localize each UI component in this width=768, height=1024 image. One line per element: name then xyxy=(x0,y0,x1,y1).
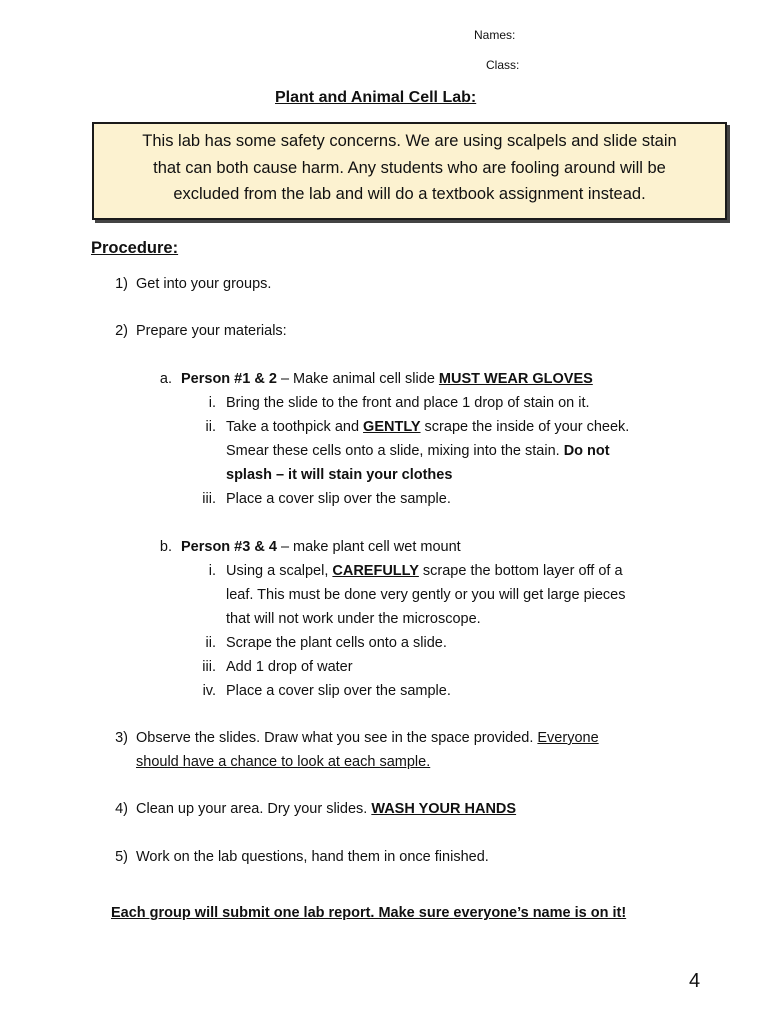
page-title: Plant and Animal Cell Lab: xyxy=(275,89,477,106)
step-2b-iv-text: Place a cover slip over the sample. xyxy=(226,683,451,699)
names-label: Names: xyxy=(474,28,516,42)
page-number: 4 xyxy=(689,970,701,992)
safety-line-3: excluded from the lab and will do a textbook assignment instead. xyxy=(173,185,646,203)
step-4-text: Clean up your area. Dry your slides. WASH YOUR HANDS xyxy=(136,801,517,817)
class-label: Class: xyxy=(486,58,520,72)
step-1-number: 1) xyxy=(115,276,128,292)
step-2a-text: Person #1 & 2 – Make animal cell slide MUST WEAR GLOVES xyxy=(181,371,593,387)
step-2a-ii-text-line2: Smear these cells onto a slide, mixing into the stain. Do not xyxy=(226,443,610,459)
step-3-number: 3) xyxy=(115,730,128,746)
step-2b-text: Person #3 & 4 – make plant cell wet mount xyxy=(181,539,461,555)
procedure-heading: Procedure: xyxy=(91,239,179,257)
step-2a-ii-text-line3: splash – it will stain your clothes xyxy=(226,467,453,483)
step-2a-ii-number: ii. xyxy=(205,419,216,435)
safety-line-1: This lab has some safety concerns. We are using scalpels and slide stain xyxy=(142,132,677,150)
step-5-text: Work on the lab questions, hand them in once finished. xyxy=(136,849,489,865)
step-2b-iii-text: Add 1 drop of water xyxy=(226,659,353,675)
step-2a-number: a. xyxy=(159,371,172,387)
step-5-number: 5) xyxy=(115,849,128,865)
step-2b-i-text: Using a scalpel, CAREFULLY scrape the bottom layer off of a xyxy=(226,563,623,579)
step-2-text: Prepare your materials: xyxy=(136,323,287,339)
footer-note: Each group will submit one lab report. Make sure everyone’s name is on it! xyxy=(111,905,627,921)
step-2b-i-number: i. xyxy=(208,563,216,579)
step-2b-number: b. xyxy=(159,539,172,555)
step-2b-i-text-line3: that will not work under the microscope. xyxy=(226,611,481,627)
step-1-text: Get into your groups. xyxy=(136,276,272,292)
step-2b-ii-text: Scrape the plant cells onto a slide. xyxy=(226,635,447,651)
step-2a-iii-number: iii. xyxy=(202,491,216,507)
step-2b-iii-number: iii. xyxy=(202,659,216,675)
step-2a-iii-text: Place a cover slip over the sample. xyxy=(226,491,451,507)
step-2a-i-number: i. xyxy=(208,395,216,411)
step-2a-i-text: Bring the slide to the front and place 1 drop of stain on it. xyxy=(226,395,590,411)
step-2b-i-text-line2: leaf. This must be done very gently or you will get large pieces xyxy=(226,587,626,603)
step-2b-ii-number: ii. xyxy=(205,635,216,651)
step-2-number: 2) xyxy=(115,323,128,339)
step-2b-iv-number: iv. xyxy=(202,683,216,699)
safety-line-2: that can both cause harm. Any students who are fooling around will be xyxy=(153,159,666,177)
safety-notice-box xyxy=(92,122,727,220)
step-2a-ii-text: Take a toothpick and GENTLY scrape the inside of your cheek. xyxy=(226,419,630,435)
step-3-text-line2: should have a chance to look at each sample. xyxy=(136,754,431,770)
step-3-text: Observe the slides. Draw what you see in the space provided. Everyone xyxy=(136,730,599,746)
step-4-number: 4) xyxy=(115,801,128,817)
